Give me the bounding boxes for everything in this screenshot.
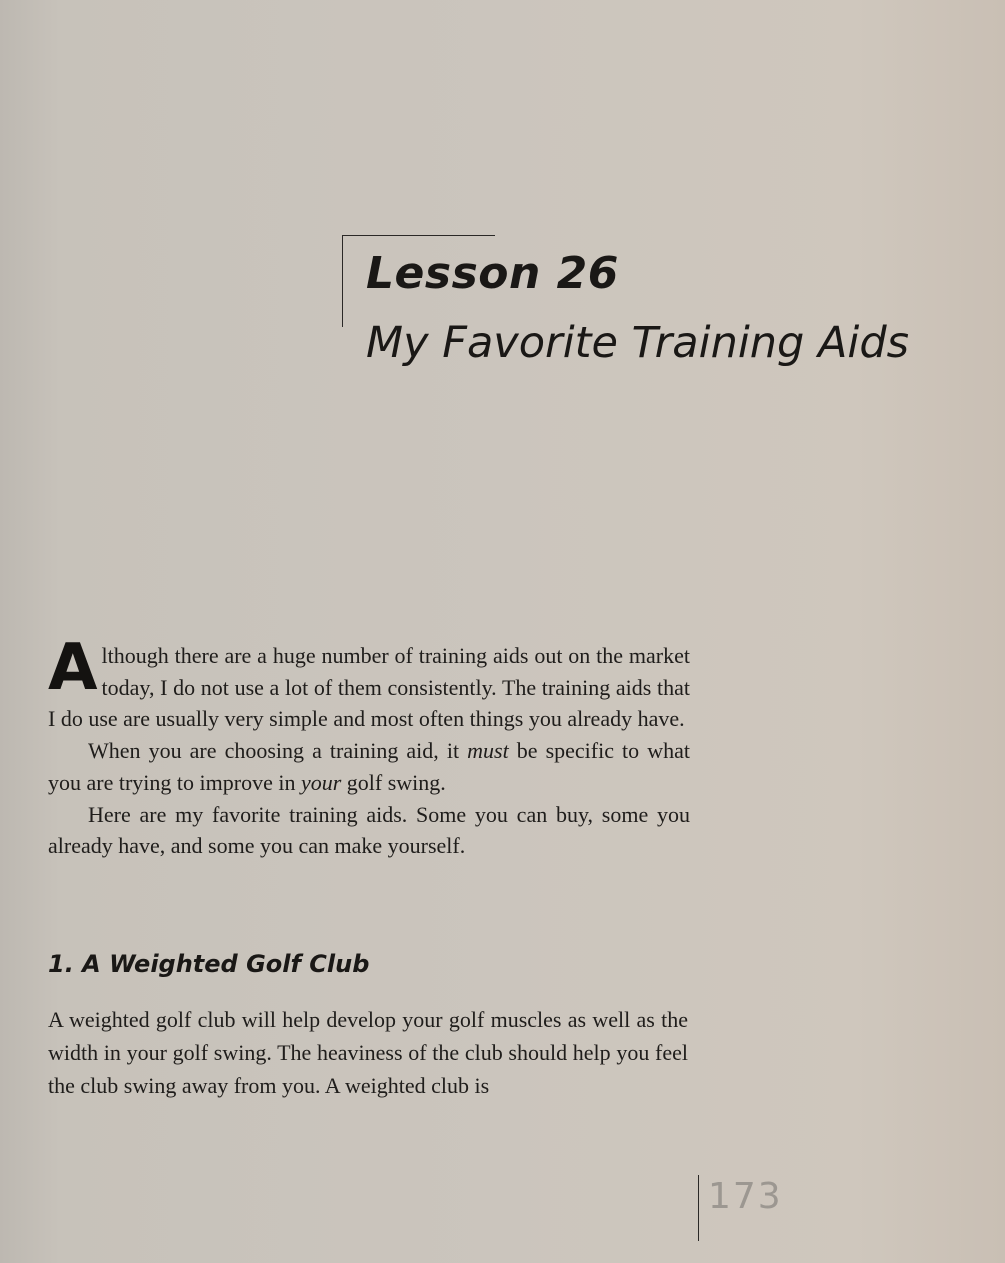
lesson-title: My Favorite Training Aids <box>366 318 910 368</box>
section-text <box>48 1003 688 1102</box>
page-number: 173 <box>708 1176 783 1217</box>
intro-paragraph-2-part-b: be specific to what you are trying to improve in <box>48 738 690 795</box>
heading-bracket-top-rule <box>342 235 495 236</box>
emphasis-must: must <box>467 738 509 764</box>
intro-paragraph-1-text: lthough there are a huge number of training aids out on the market today, I do not use a lot of them consistently. The training aids that I do use are usually very simple and most often things you already have. <box>48 643 690 732</box>
heading-bracket-side-rule <box>342 235 343 327</box>
intro-paragraph-2-part-a: When you are choosing a training aid, it <box>88 738 468 764</box>
drop-cap: A <box>48 631 98 705</box>
section-heading: 1. A Weighted Golf Club <box>48 950 370 978</box>
page-number-rule <box>698 1175 699 1241</box>
intro-text <box>48 631 690 862</box>
intro-paragraph-2-part-c: golf swing. <box>341 769 446 795</box>
lesson-number: Lesson 26 <box>366 248 619 299</box>
emphasis-your: your <box>300 769 342 795</box>
intro-paragraph-3: Here are my favorite training aids. Some you can buy, some you already have, and some you can make yourself. <box>48 801 690 859</box>
section-paragraph: A weighted golf club will help develop your golf muscles as well as the width in your golf swing. The heaviness of the club should help you feel the club swing away from you. A weighted club is <box>48 1007 688 1098</box>
intro-paragraph-2 <box>48 735 690 798</box>
intro-paragraph-1 <box>48 631 690 735</box>
